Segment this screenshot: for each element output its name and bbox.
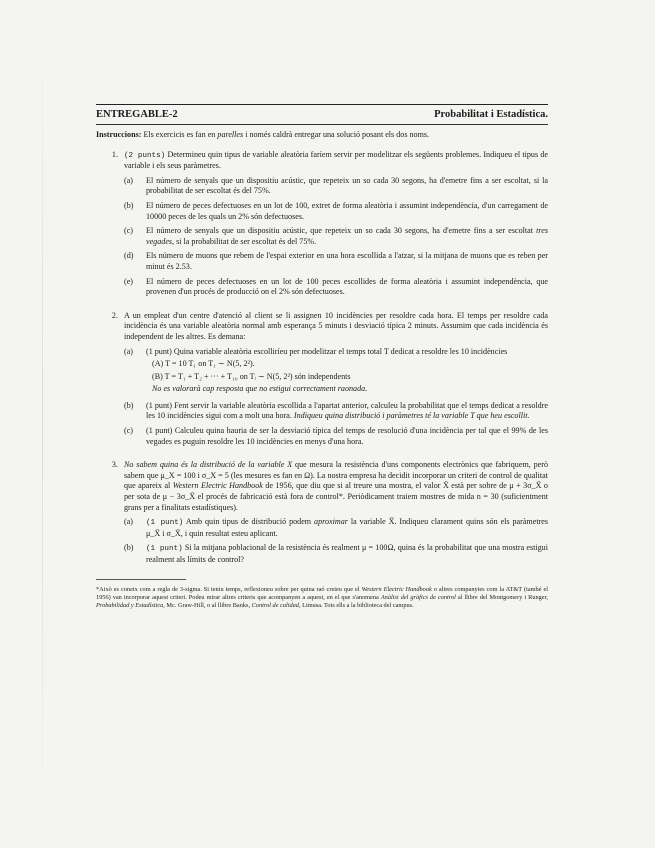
instructions <box>96 130 548 141</box>
item-text-a: El número de senyals que un dispositiu acústic, que repeteix un so cada 30 segons, ha d'emetre fins a ser escoltat <box>146 226 537 236</box>
list-item <box>124 517 548 539</box>
instructions-text: Els exercicis es fan en <box>141 130 218 139</box>
item-label: (b) <box>124 543 134 553</box>
footnote-text: *Això es coneix com a regla de 3-sigma. Si teniu temps, reflexioneu sobre per quina raó creieu que el <box>96 585 362 593</box>
item-points: (1 punt) <box>146 545 183 554</box>
document-page <box>96 104 548 610</box>
header-right: Probabilitat i Estadística. <box>434 109 548 120</box>
question-emphasis: No sabem quina és la distribució de la variable X <box>124 460 293 470</box>
footnote-text: , Mc. Graw-Hill, o al llibre Banks, <box>163 601 252 609</box>
list-item <box>124 201 548 222</box>
question-number: 2. <box>111 310 118 320</box>
question-3-items <box>124 517 548 565</box>
header-left: ENTREGABLE-2 <box>96 109 178 120</box>
question-2-items <box>124 347 548 448</box>
item-text: (1 punt) Quina variable aleatòria escolliríeu per modelitzar el temps total T dedicat a resoldre les 10 incidències <box>146 346 508 356</box>
footnote-text: o altres companyies com la AT&T (també el 1956) van incorporar aquest criteri. Podeu mirar altres criteris que acompanyen a aquest, en el que s'anomena <box>96 585 548 601</box>
list-item <box>124 251 548 272</box>
question-3 <box>96 460 548 569</box>
option-b: (B) T = T₁ + T₂ + ··· + T₁₀ on Tᵢ ∼ N(5, 2²) són independents <box>152 371 351 381</box>
list-item <box>124 176 548 197</box>
question-1-items <box>124 176 548 298</box>
footnote-text: al llibre del Montgomery i Runger, <box>455 593 548 601</box>
item-emphasis: Indiqueu quina distribució i paràmetres té la variable T que heu escollit. <box>293 411 530 421</box>
item-label: (a) <box>124 346 133 356</box>
item-text: (1 punt) Calculeu quina hauria de ser la desviació típica del temps de resolució d'una incidència per tal que el 99% de les vegades es puguin resoldre les 10 incidències en menys d'una hora. <box>146 426 548 446</box>
question-intro: A un empleat d'un centre d'atenció al client se li assignen 10 incidències per resoldre cada hora. El temps per resoldre cada incidència és una variable aleatòria normal amb esperança 5 minuts i desviació típica 2 minuts. Assumim que cada incidència és independent de les altres. Es demana: <box>124 310 548 341</box>
question-intro: Determineu quin tipus de variable aleatòria faríem servir per modelitzar els següents problemes. Indiqueu el tipus de variable i els seus paràmetres. <box>124 149 548 171</box>
item-text-a: Amb quin tipus de distribució podem <box>183 517 315 527</box>
list-item <box>124 277 548 298</box>
footnote-emphasis: Western Electric Handbook <box>361 585 432 593</box>
item-text: El número de senyals que un dispositiu acústic, que repeteix un so cada 30 segons, ha d'emetre fins a ser escoltat, si la probabilitat de ser escoltat és del 75%. <box>146 175 548 196</box>
item-text-a: Si la mitjana poblacional de la resistència és realment μ = 100Ω, quina és la probabilitat que una mostra estigui realment als límits de control? <box>146 543 548 564</box>
document-header <box>96 109 548 121</box>
item-label: (e) <box>124 276 133 286</box>
item-text: El número de peces defectuoses en un lot de 100 peces escollides de forma aleatòria i assumint independència, que provenen d'un procés de producció on el 2% són defectuoses. <box>146 276 548 297</box>
header-rule <box>96 124 548 125</box>
item-label: (d) <box>124 251 134 261</box>
list-item <box>124 426 548 447</box>
item-label: (a) <box>124 517 133 527</box>
note: No es valorarà cap resposta que no estigui correctament raonada. <box>152 384 368 394</box>
footnote-emphasis: Control de calidad <box>251 601 299 609</box>
question-2 <box>96 311 548 452</box>
list-item <box>124 226 548 247</box>
item-text: (1 punt) Fent servir la variable aleatòria escollida a l'apartat anterior, calculeu la probabilitat que el temps dedicat a resoldre les 10 incidències sigui com a molt una hora. <box>146 400 548 421</box>
item-label: (c) <box>124 226 133 236</box>
instructions-text-end: i només caldrà entregar una solució posant els dos noms. <box>243 130 430 139</box>
item-label: (c) <box>124 426 133 436</box>
footnote-text: , Limusa. Tots ells a la biblioteca del campus. <box>298 601 414 609</box>
list-item <box>124 543 548 565</box>
list-item <box>124 347 548 397</box>
question-1 <box>96 150 548 302</box>
footnote-emphasis: Probabilidad y Estadística <box>96 601 164 609</box>
item-emphasis: tres vegades <box>146 226 548 246</box>
item-emphasis: aproximar <box>314 517 348 527</box>
item-label: (a) <box>124 175 133 185</box>
item-text: Els número de muons que rebem de l'espai exterior en una hora escollida a l'atzar, si la mitjana de muons que es reben per minut és 2.53. <box>146 251 548 271</box>
footnote <box>96 586 548 610</box>
footnote-rule <box>96 579 186 580</box>
question-emphasis-handbook: Western Electric Handbook <box>172 481 263 491</box>
question-text-end: de 1956, que diu que si al treure una mostra, el valor X̄ està per sobre de μ + 3σ_X̄ o per sota de μ − 3σ_X̄ el procés de fabricació està fora de control*. Periòdicament traiem mostres de mida n = 30 (suficientment grans per a finalitats estadístiques). <box>124 481 548 512</box>
question-points: (2 punts) <box>124 151 166 160</box>
option-a: (A) T = 10 T₁ on T₁ ∼ N(5, 2²). <box>152 359 255 369</box>
item-label: (b) <box>124 200 134 210</box>
question-text: que mesura la resistència d'uns components electrònics que fabriquem, però sabem que μ_X = 100 i σ_X = 5 (les mesures es fan en Ω). La nostra empresa ha decidit incorporar un criteri de control de qualitat que apareix al <box>124 460 548 491</box>
item-label: (b) <box>124 400 134 410</box>
item-text-b: , si la probabilitat de ser escoltat és del 75%. <box>172 236 317 246</box>
footnote-emphasis: Anàlisi del gràfics de control <box>380 593 456 601</box>
item-text <box>146 226 548 247</box>
top-rule <box>96 104 548 105</box>
item-text: El número de peces defectuoses en un lot de 100, extret de forma aleatòria i assumint independència, d'un carregament de 10000 peces de les quals un 2% són defectuoses. <box>146 200 548 221</box>
question-number: 3. <box>111 460 118 470</box>
instructions-emphasis: parelles <box>217 130 244 139</box>
scan-shadow <box>42 0 43 848</box>
item-points: (1 punt) <box>146 519 184 528</box>
instructions-label: Instruccions: <box>96 130 142 139</box>
item-text-b: la variable X̄. Indiqueu clarament quins són els paràmetres μ_X̄ i σ_X̄, i quin resultat esteu aplicant. <box>146 517 549 538</box>
list-item <box>124 401 548 422</box>
question-number: 1. <box>111 149 118 159</box>
